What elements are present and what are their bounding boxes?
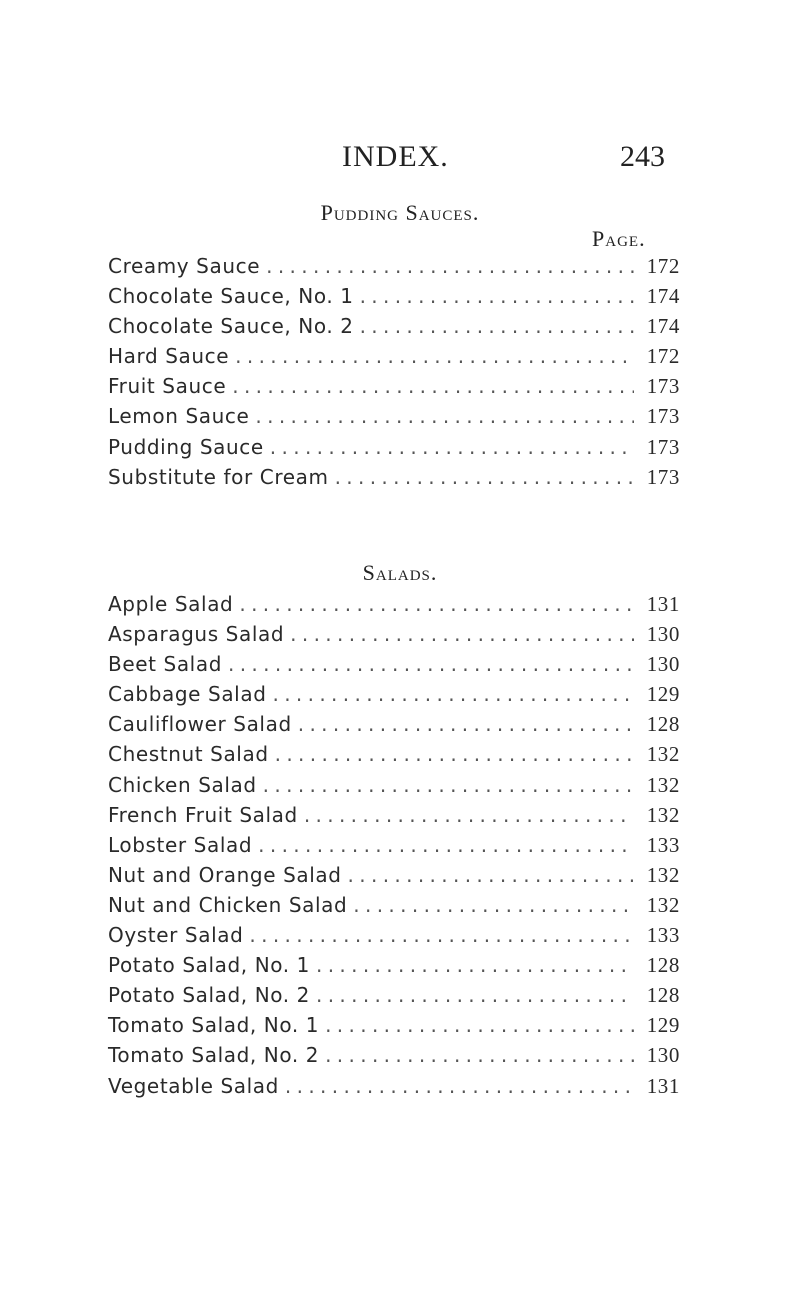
page-number: 243 [620,140,665,173]
entry-page-number: 128 [646,712,680,737]
index-entry [108,1043,680,1073]
index-entry [108,863,680,893]
index-entry [108,622,680,652]
dot-leader [325,1013,634,1037]
index-entry [108,1074,680,1104]
dot-leader [316,983,634,1007]
entry-label: Asparagus Salad [108,622,285,647]
dot-leader [272,682,634,706]
entry-label: Tomato Salad, No. 1 [108,1013,320,1038]
dot-leader [348,863,634,887]
dot-leader [353,893,634,917]
index-list-salads [108,592,680,1104]
entry-label: Cabbage Salad [108,682,267,707]
section-title-salads: Salads. [362,560,438,585]
entry-label: Nut and Orange Salad [108,862,342,887]
entry-label: Cauliflower Salad [108,712,292,737]
dot-leader [360,314,634,338]
dot-leader [290,622,634,646]
index-entry [108,682,680,712]
entry-page-number: 132 [646,892,680,917]
dot-leader [235,344,634,368]
index-entry [108,254,680,284]
index-entry [108,923,680,953]
index-entry [108,284,680,314]
index-entry [108,712,680,742]
entry-page-number: 173 [646,464,680,489]
entry-label: Oyster Salad [108,923,244,948]
dot-leader [263,773,634,797]
dot-leader [360,284,634,308]
entry-label: Chocolate Sauce, No. 2 [108,314,354,339]
entry-page-number: 174 [646,314,680,339]
entry-label: French Fruit Salad [108,802,298,827]
index-entry [108,435,680,465]
entry-page-number: 128 [646,983,680,1008]
index-entry [108,374,680,404]
entry-page-number: 173 [646,434,680,459]
dot-leader [275,742,634,766]
dot-leader [335,465,634,489]
entry-label: Nut and Chicken Salad [108,892,348,917]
entry-label: Pudding Sauce [108,434,264,459]
entry-label: Potato Salad, No. 2 [108,983,310,1008]
entry-label: Apple Salad [108,592,234,616]
entry-page-number: 173 [646,374,680,399]
index-entry [108,983,680,1013]
entry-page-number: 132 [646,772,680,797]
index-entry [108,344,680,374]
index-entry [108,404,680,434]
entry-label: Chicken Salad [108,772,257,797]
index-entry [108,1013,680,1043]
running-head [0,140,800,180]
section-title-pudding-sauces: Pudding Sauces. [320,200,480,225]
dot-leader [249,923,634,947]
entry-label: Potato Salad, No. 1 [108,953,310,978]
entry-label: Lemon Sauce [108,404,250,429]
entry-page-number: 133 [646,923,680,948]
entry-label: Substitute for Cream [108,464,329,489]
entry-page-number: 132 [646,802,680,827]
dot-leader [228,652,634,676]
dot-leader [258,833,634,857]
index-list-pudding-sauces [108,254,680,495]
entry-label: Lobster Salad [108,832,253,857]
entry-page-number: 173 [646,404,680,429]
running-head-title: INDEX. [342,140,449,173]
entry-page-number: 132 [646,862,680,887]
entry-page-number: 172 [646,254,680,278]
entry-page-number: 172 [646,344,680,369]
index-entry [108,773,680,803]
entry-page-number: 129 [646,682,680,707]
entry-page-number: 130 [646,1043,680,1068]
dot-leader [239,592,634,616]
dot-leader [266,254,634,278]
dot-leader [316,953,634,977]
entry-label: Chestnut Salad [108,742,269,767]
index-entry [108,314,680,344]
index-entry [108,893,680,923]
entry-label: Tomato Salad, No. 2 [108,1043,320,1068]
entry-page-number: 174 [646,284,680,309]
index-entry [108,833,680,863]
index-entry [108,742,680,772]
entry-label: Fruit Sauce [108,374,227,399]
page-column-heading: Page. [592,226,646,251]
dot-leader [325,1043,634,1067]
entry-page-number: 130 [646,622,680,647]
index-entry [108,592,680,622]
index-entry [108,465,680,495]
dot-leader [285,1074,634,1098]
entry-page-number: 133 [646,832,680,857]
dot-leader [232,374,634,398]
entry-label: Hard Sauce [108,344,230,369]
entry-page-number: 132 [646,742,680,767]
entry-page-number: 131 [646,1073,680,1098]
index-entry [108,953,680,983]
entry-page-number: 129 [646,1013,680,1038]
dot-leader [255,404,634,428]
entry-page-number: 130 [646,652,680,677]
entry-page-number: 131 [646,592,680,616]
dot-leader [270,435,634,459]
entry-label: Chocolate Sauce, No. 1 [108,284,354,309]
entry-page-number: 128 [646,953,680,978]
entry-label: Vegetable Salad [108,1073,279,1098]
dot-leader [304,803,634,827]
entry-label: Creamy Sauce [108,254,261,278]
entry-label: Beet Salad [108,652,222,677]
index-entry [108,652,680,682]
dot-leader [298,712,634,736]
index-entry [108,803,680,833]
